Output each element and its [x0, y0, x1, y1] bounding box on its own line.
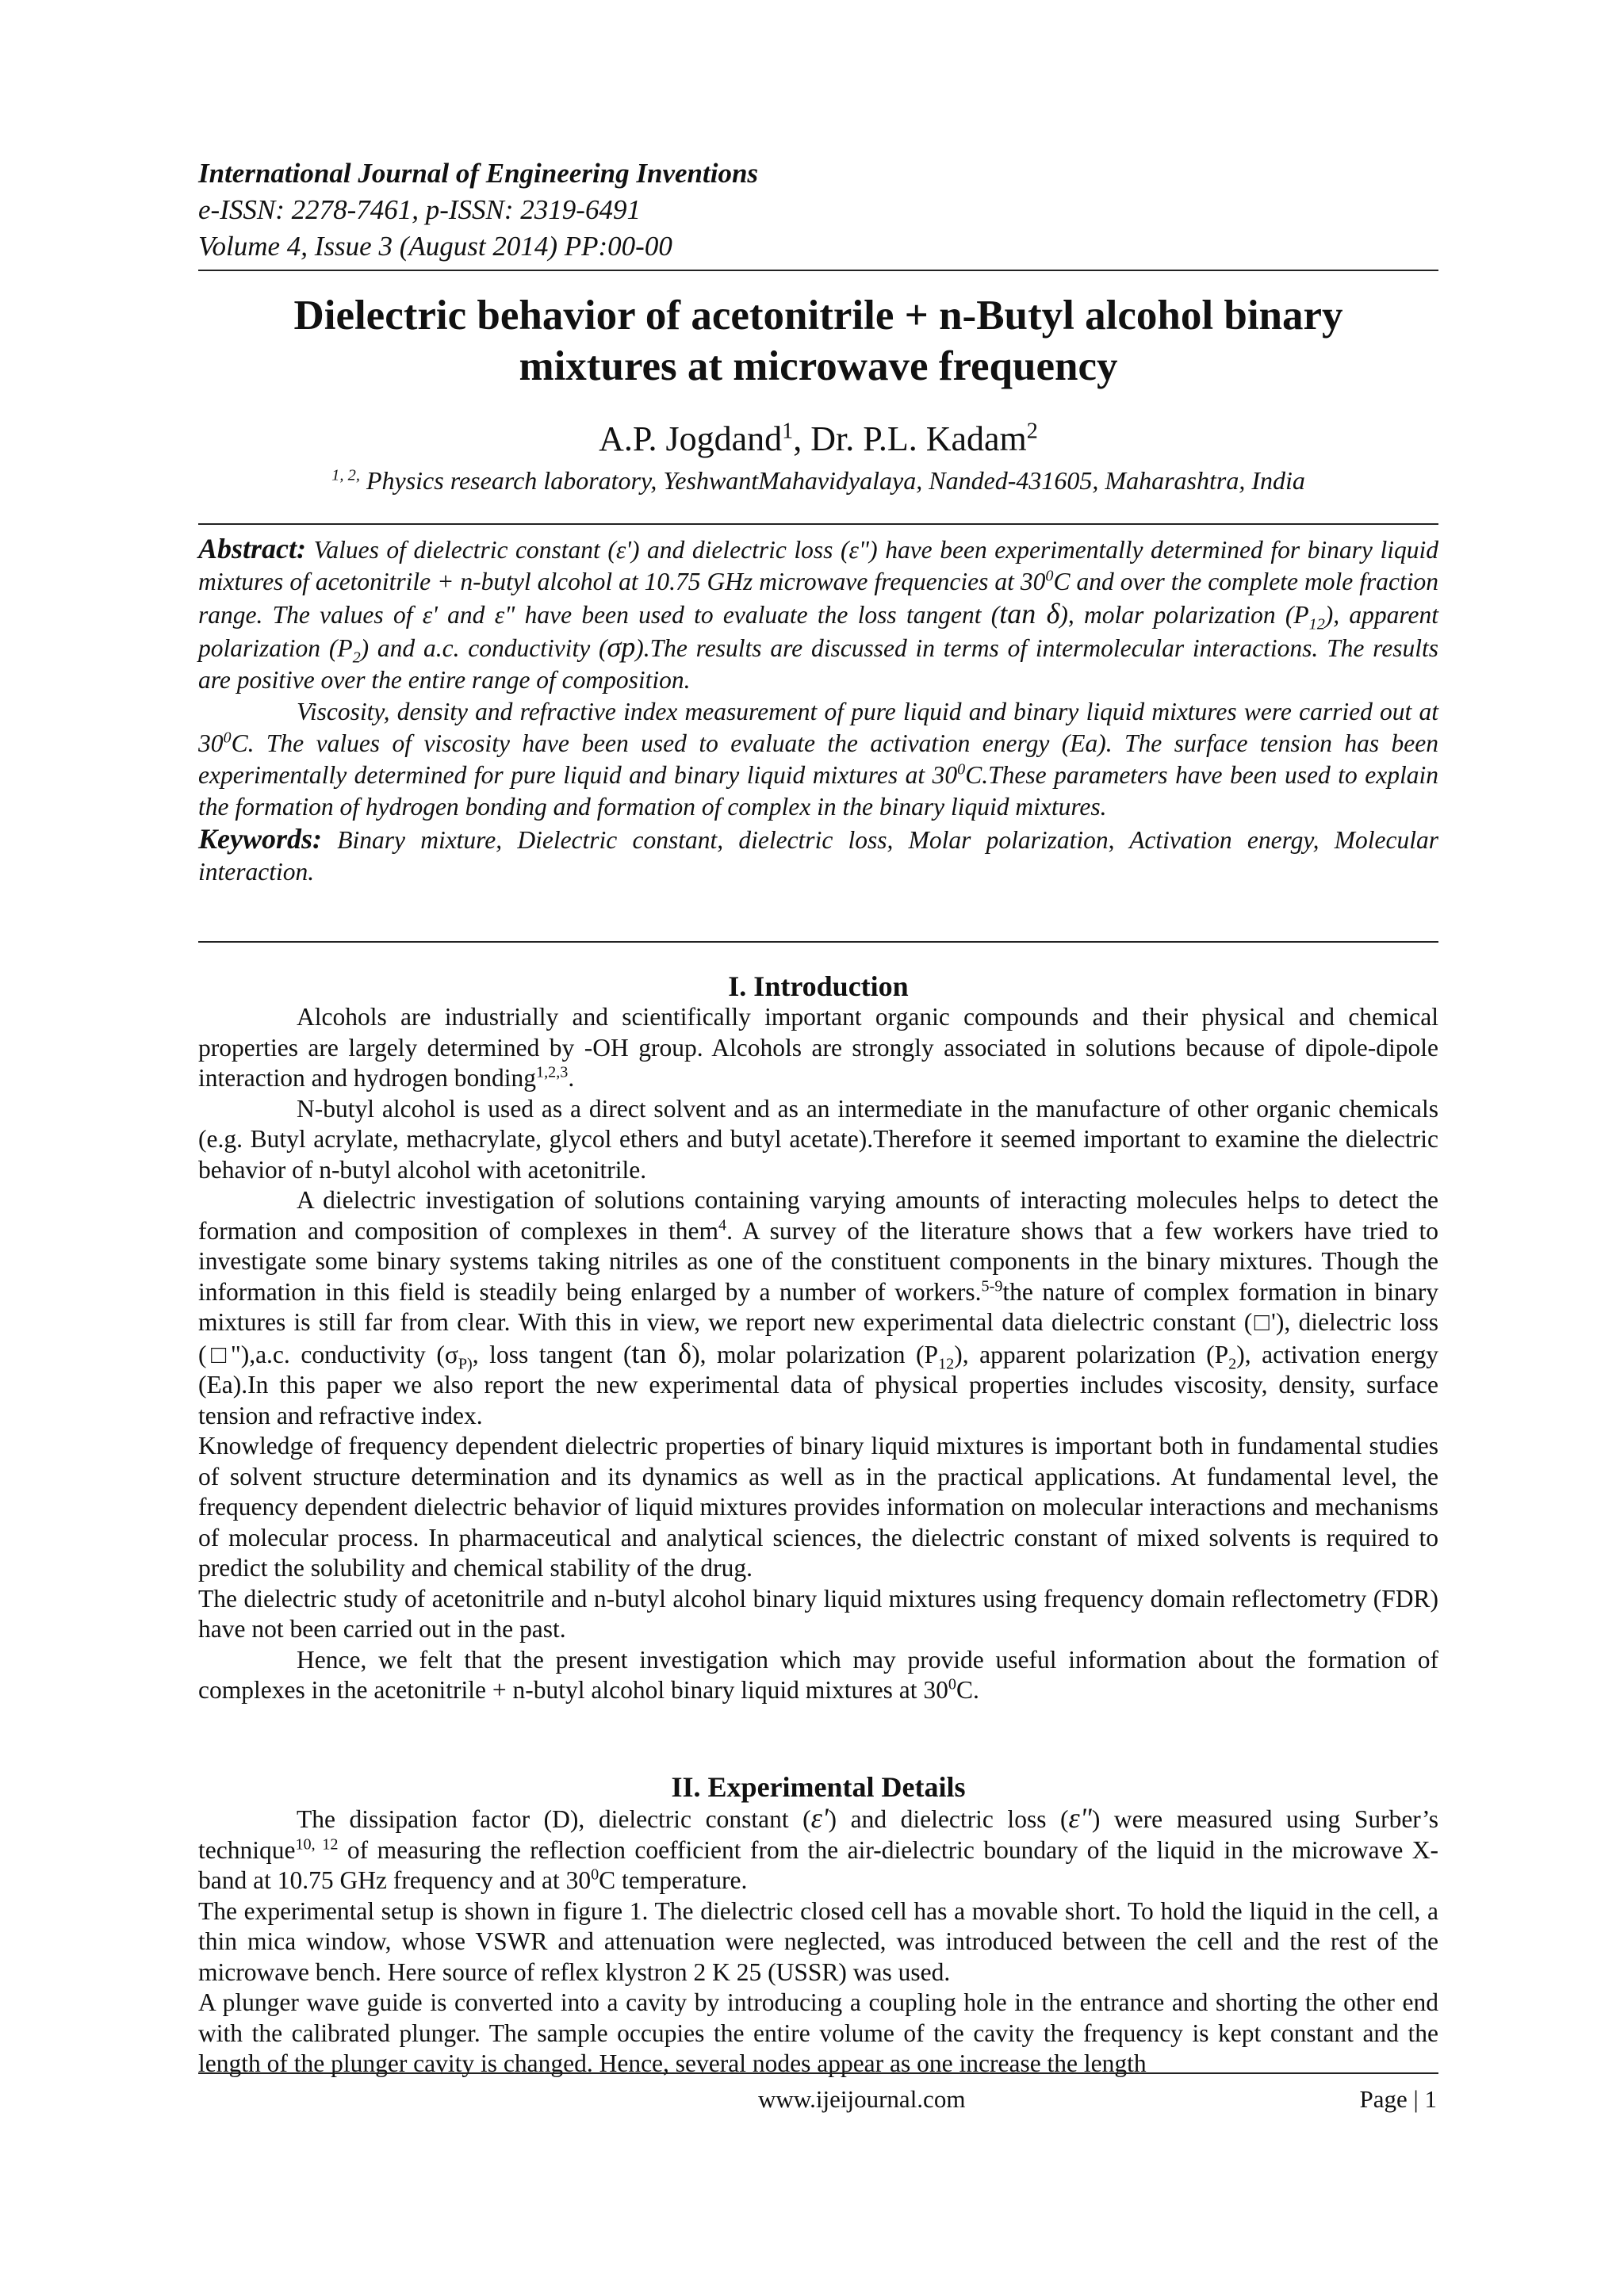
citation-sup: 4: [718, 1216, 727, 1234]
title-line-2: mixtures at microwave frequency: [519, 343, 1118, 389]
abstract-label: Abstract:: [198, 533, 307, 564]
body-text: the nature of complex formation in binary mixtures is still far from clear. With this in view, we report new experimental data dielectric constant (□'), dielectric loss (□"),a.c. conductivity (σ: [198, 1277, 1438, 1368]
abstract-text: C and over the complete mole fraction range. The values of ε' and ε" have been used to evaluate the loss tangent (: [198, 568, 1438, 629]
epsilon-double-prime-symbol: ε": [1068, 1802, 1092, 1834]
title-line-1: Dielectric behavior of acetonitrile + n-Butyl alcohol binary: [293, 293, 1343, 339]
citation-sup: 1,2,3: [536, 1063, 569, 1081]
abstract-text: ) and a.c. conductivity (: [360, 634, 607, 662]
epsilon-prime-symbol: ε': [810, 1802, 829, 1834]
abstract-text: ), molar polarization (P: [1059, 601, 1309, 629]
abstract-text: ).The results are discussed in terms of intermolecular interactions. The results are positive over the entire range of composition.: [198, 634, 1438, 694]
body-text: of measuring the reflection coefficient from the air-dielectric boundary of the liquid in the microwave X-band at 10.75 GHz frequency and at 30: [198, 1835, 1439, 1894]
citation-sup: 5-9: [981, 1277, 1003, 1295]
author-1: A.P. Jogdand: [599, 419, 783, 458]
author-2: Dr. P.L. Kadam: [810, 419, 1027, 458]
abstract-text: Values of dielectric constant (ε') and dielectric loss (ε") have been experimentally determined for binary liquid mixtures of acetonitrile + n-butyl alcohol at 10.75 GHz microwave frequencies at 30: [198, 536, 1438, 595]
experimental-paragraph: A plunger wave guide is converted into a cavity by introducing a coupling hole in the entrance and shorting the other end with the calibrated plunger. The sample occupies the entire volume of the cavity the frequency is kept constant and the length of the plunger cavity is changed. Hence, several nodes appear as one increase the length: [198, 1988, 1438, 2077]
body-text: A dielectric investigation of solutions containing varying amounts of interacting molecules helps to detect the formation and composition of complexes in them: [198, 1186, 1438, 1245]
degree-sup: 0: [957, 760, 966, 779]
intro-paragraph: [198, 1002, 1438, 1094]
footer-url: www.ijeijournal.com: [758, 2085, 966, 2113]
body-text: .: [568, 1064, 575, 1092]
subscript: 2: [352, 649, 361, 667]
body-text: Alcohols are industrially and scientifically important organic compounds and their physical and chemical properties are largely determined by -OH group. Alcohols are strongly associated in solutions because of dipole-dipole interaction and hydrogen bonding: [198, 1003, 1438, 1092]
body-text: ), molar polarization (P: [691, 1340, 939, 1368]
header-rule: [198, 270, 1438, 271]
body-text: ), apparent polarization (P: [954, 1340, 1229, 1368]
author-separator: ,: [793, 419, 811, 458]
abstract-text: C. The values of viscosity have been used to evaluate the activation energy (Ea). The surface tension has been experimentally determined for pure liquid and binary liquid mixtures at 30: [198, 729, 1438, 789]
author-1-sup: 1: [782, 419, 794, 444]
author-line: [198, 417, 1438, 461]
sigma-p-symbol: σp: [607, 631, 636, 663]
abstract-text: C.These parameters have been used to explain the formation of hydrogen bonding and formation of complex in the binary liquid mixtures.: [198, 761, 1438, 821]
keywords-text: Binary mixture, Dielectric constant, dielectric loss, Molar polarization, Activation energy, Molecular interaction.: [198, 826, 1438, 886]
journal-issn: e-ISSN: 2278-7461, p-ISSN: 2319-6491: [198, 194, 641, 225]
body-text: ) and dielectric loss (: [828, 1805, 1069, 1833]
author-2-sup: 2: [1026, 419, 1038, 444]
affiliation: [198, 465, 1438, 496]
section-heading-experimental: II. Experimental Details: [671, 1771, 966, 1803]
footer-rule: [198, 2072, 1438, 2074]
degree-sup: 0: [223, 729, 232, 747]
citation-sup: 10, 12: [295, 1835, 339, 1853]
affiliation-sup: 1, 2,: [331, 466, 360, 484]
subscript: P): [458, 1354, 473, 1372]
abstract-paragraph-2: [198, 696, 1438, 823]
subscript: 12: [1308, 615, 1325, 633]
subscript: 12: [938, 1354, 955, 1372]
abstract-bottom-rule: [198, 941, 1438, 943]
journal-header: [198, 155, 1435, 265]
section-heading-introduction: I. Introduction: [728, 970, 909, 1002]
affiliation-text: Physics research laboratory, YeshwantMahavidyalaya, Nanded-431605, Maharashtra, India: [359, 466, 1305, 495]
degree-sup: 0: [1045, 567, 1054, 585]
abstract-text: ), apparent polarization (P: [198, 601, 1439, 662]
experimental-body: [198, 1803, 1438, 2080]
subscript: 2: [1228, 1354, 1237, 1372]
body-text: C temperature.: [599, 1866, 748, 1894]
introduction-body: [198, 1002, 1438, 1706]
abstract-paragraph-1: [198, 533, 1438, 696]
degree-sup: 0: [948, 1675, 956, 1693]
body-text: Hence, we felt that the present investigation which may provide useful information about the formation of complexes in the acetonitrile + n-butyl alcohol binary liquid mixtures at 30: [198, 1645, 1438, 1704]
intro-paragraph: [198, 1185, 1438, 1431]
keywords: [198, 823, 1438, 888]
intro-paragraph: N-butyl alcohol is used as a direct solvent and as an intermediate in the manufacture of other organic chemicals (e.g. Butyl acrylate, methacrylate, glycol ethers and butyl acetate).Therefore it seemed important to examine the dielectric behavior of n-butyl alcohol with acetonitrile.: [198, 1094, 1438, 1184]
experimental-paragraph: [198, 1803, 1438, 1896]
body-text: ) were measured using Surber’s technique: [198, 1805, 1438, 1864]
paper-title: [198, 290, 1438, 392]
body-text: , loss tangent (: [472, 1340, 632, 1368]
abstract: [198, 533, 1438, 888]
body-text: ), activation energy (Ea).In this paper we also report the new experimental data of physical properties includes viscosity, density, surface tension and refractive index.: [198, 1340, 1438, 1429]
abstract-text: Viscosity, density and refractive index measurement of pure liquid and binary liquid mixtures were carried out at 30: [198, 698, 1438, 757]
keywords-label: Keywords:: [198, 823, 322, 855]
footer-page-number: Page | 1: [1359, 2085, 1437, 2113]
experimental-paragraph: The experimental setup is shown in figure 1. The dielectric closed cell has a movable short. To hold the liquid in the cell, a thin mica window, whose VSWR and attenuation were neglected, was introduced between the cell and the rest of the microwave bench. Here source of reflex klystron 2 K 25 (USSR) was used.: [198, 1896, 1438, 1986]
intro-paragraph: The dielectric study of acetonitrile and n-butyl alcohol binary liquid mixtures using frequency domain reflectometry (FDR) have not been carried out in the past.: [198, 1584, 1438, 1643]
journal-volume: Volume 4, Issue 3 (August 2014) PP:00-00: [198, 231, 672, 262]
body-text: C.: [956, 1676, 979, 1704]
journal-name: International Journal of Engineering Inventions: [198, 158, 759, 189]
tan-delta-symbol: tan δ: [999, 598, 1060, 629]
body-text: The dissipation factor (D), dielectric constant (: [297, 1805, 811, 1833]
degree-sup: 0: [591, 1866, 599, 1884]
abstract-top-rule: [198, 523, 1438, 525]
tan-delta-symbol: tan δ: [631, 1337, 692, 1369]
intro-paragraph: [198, 1645, 1438, 1706]
intro-paragraph: Knowledge of frequency dependent dielectric properties of binary liquid mixtures is important both in fundamental studies of solvent structure determination and its dynamics as well as in the practical applications. At fundamental level, the frequency dependent dielectric behavior of liquid mixtures provides information on molecular interactions and mechanisms of molecular process. In pharmaceutical and analytical sciences, the dielectric constant of mixed solvents is required to predict the solubility and chemical stability of the drug.: [198, 1432, 1438, 1582]
body-text: . A survey of the literature shows that a few workers have tried to investigate some binary systems taking nitriles as one of the constituent components in the binary mixtures. Though the information in this field is steadily being enlarged by a number of workers.: [198, 1216, 1438, 1306]
